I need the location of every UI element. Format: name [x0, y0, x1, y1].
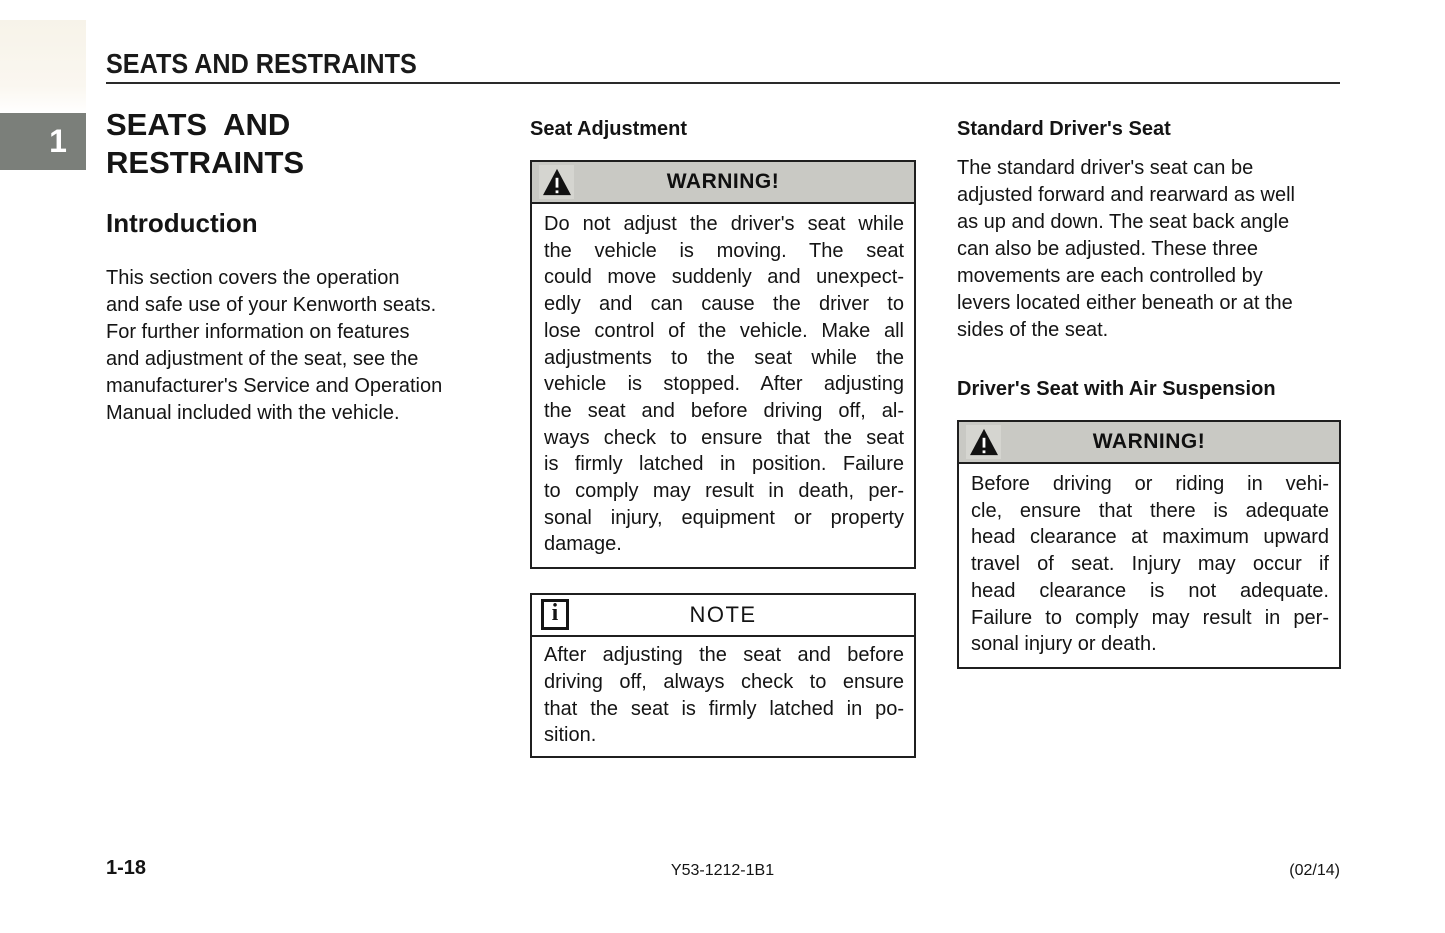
warning-triangle-icon	[539, 165, 574, 199]
warning-header	[959, 422, 1339, 464]
footer-date: (02/14)	[1289, 862, 1340, 879]
text-line: can also be adjusted. These three	[957, 238, 1258, 260]
text-line: This section covers the operation	[106, 267, 400, 289]
text-line: the vehicle is moving. The seat	[544, 239, 904, 262]
text-line: driving off, always check to ensure	[544, 670, 904, 693]
text-line: and adjustment of the seat, see the	[106, 348, 419, 370]
text-line: head clearance at maximum upward	[971, 526, 1329, 549]
text-line: SEATS AND	[106, 107, 291, 142]
text-line: RESTRAINTS	[106, 145, 305, 180]
introduction-heading: Introduction	[106, 208, 258, 238]
text-line: to comply may result in death, per-	[544, 480, 904, 503]
info-icon	[541, 599, 569, 630]
standard-drivers-seat-heading: Standard Driver's Seat	[957, 118, 1171, 140]
middle-column	[530, 118, 916, 758]
text-line: edly and can cause the driver to	[544, 293, 904, 316]
warning-triangle-icon	[966, 425, 1001, 459]
note-title: NOTE	[689, 602, 757, 628]
seat-adjustment-heading: Seat Adjustment	[530, 118, 688, 140]
text-line: movements are each controlled by	[957, 265, 1263, 287]
text-line: manufacturer's Service and Operation	[106, 375, 443, 397]
document-title	[106, 106, 486, 182]
text-line: sition.	[544, 724, 597, 747]
left-column	[106, 106, 486, 427]
warning-body	[532, 204, 914, 567]
chapter-tab	[0, 113, 86, 170]
note-box	[530, 593, 916, 758]
text-line: the seat and before driving off, al-	[544, 399, 904, 422]
text-line: adjustments to the seat while the	[544, 346, 904, 369]
text-line: as up and down. The seat back angle	[957, 211, 1290, 233]
text-line: For further information on features	[106, 321, 410, 343]
text-line: could move suddenly and unexpect-	[544, 266, 904, 289]
info-icon-glyph: i	[551, 600, 559, 627]
text-line: The standard driver's seat can be	[957, 157, 1254, 179]
text-line: head clearance is not adequate.	[971, 579, 1329, 602]
header-rule	[106, 82, 1340, 84]
text-line: After adjusting the seat and before	[544, 644, 904, 667]
chapter-number: 1	[49, 123, 67, 159]
text-line: damage.	[544, 533, 622, 556]
air-suspension-warning-box	[957, 420, 1341, 669]
footer-page-number: 1-18	[106, 857, 147, 879]
seat-adjustment-warning-box	[530, 160, 916, 569]
text-line: adjusted forward and rearward as well	[957, 184, 1295, 206]
footer-doc-id: Y53-1212-1B1	[670, 862, 775, 879]
text-line: sides of the seat.	[957, 319, 1109, 341]
introduction-paragraph	[106, 265, 486, 427]
text-line: that the seat is firmly latched in po-	[544, 697, 904, 720]
text-line: and safe use of your Kenworth seats.	[106, 294, 437, 316]
corner-shading	[0, 20, 86, 114]
note-header	[532, 595, 914, 637]
warning-title: WARNING!	[666, 170, 780, 193]
text-line: sonal injury or death.	[971, 633, 1157, 656]
text-line: ways check to ensure that the seat	[544, 426, 904, 449]
warning-header	[532, 162, 914, 204]
text-line: travel of seat. Injury may occur if	[971, 553, 1329, 576]
running-header: SEATS AND RESTRAINTS	[106, 48, 417, 79]
text-line: sonal injury, equipment or property	[544, 506, 904, 529]
warning-title: WARNING!	[1092, 430, 1206, 453]
text-line: is firmly latched in position. Failure	[544, 453, 904, 476]
text-line: cle, ensure that there is adequate	[971, 499, 1329, 522]
text-line: Manual included with the vehicle.	[106, 402, 400, 424]
text-line: Before driving or riding in vehi-	[971, 473, 1329, 495]
text-line: Failure to comply may result in per-	[971, 606, 1329, 629]
standard-drivers-seat-paragraph	[957, 155, 1341, 344]
warning-body	[959, 464, 1339, 667]
text-line: Do not adjust the driver's seat while	[544, 213, 904, 235]
text-line: lose control of the vehicle. Make all	[544, 319, 904, 342]
note-body	[532, 637, 914, 756]
right-column	[957, 118, 1341, 669]
text-line: levers located either beneath or at the	[957, 292, 1293, 314]
air-suspension-heading: Driver's Seat with Air Suspension	[957, 378, 1276, 400]
text-line: vehicle is stopped. After adjusting	[544, 373, 904, 396]
